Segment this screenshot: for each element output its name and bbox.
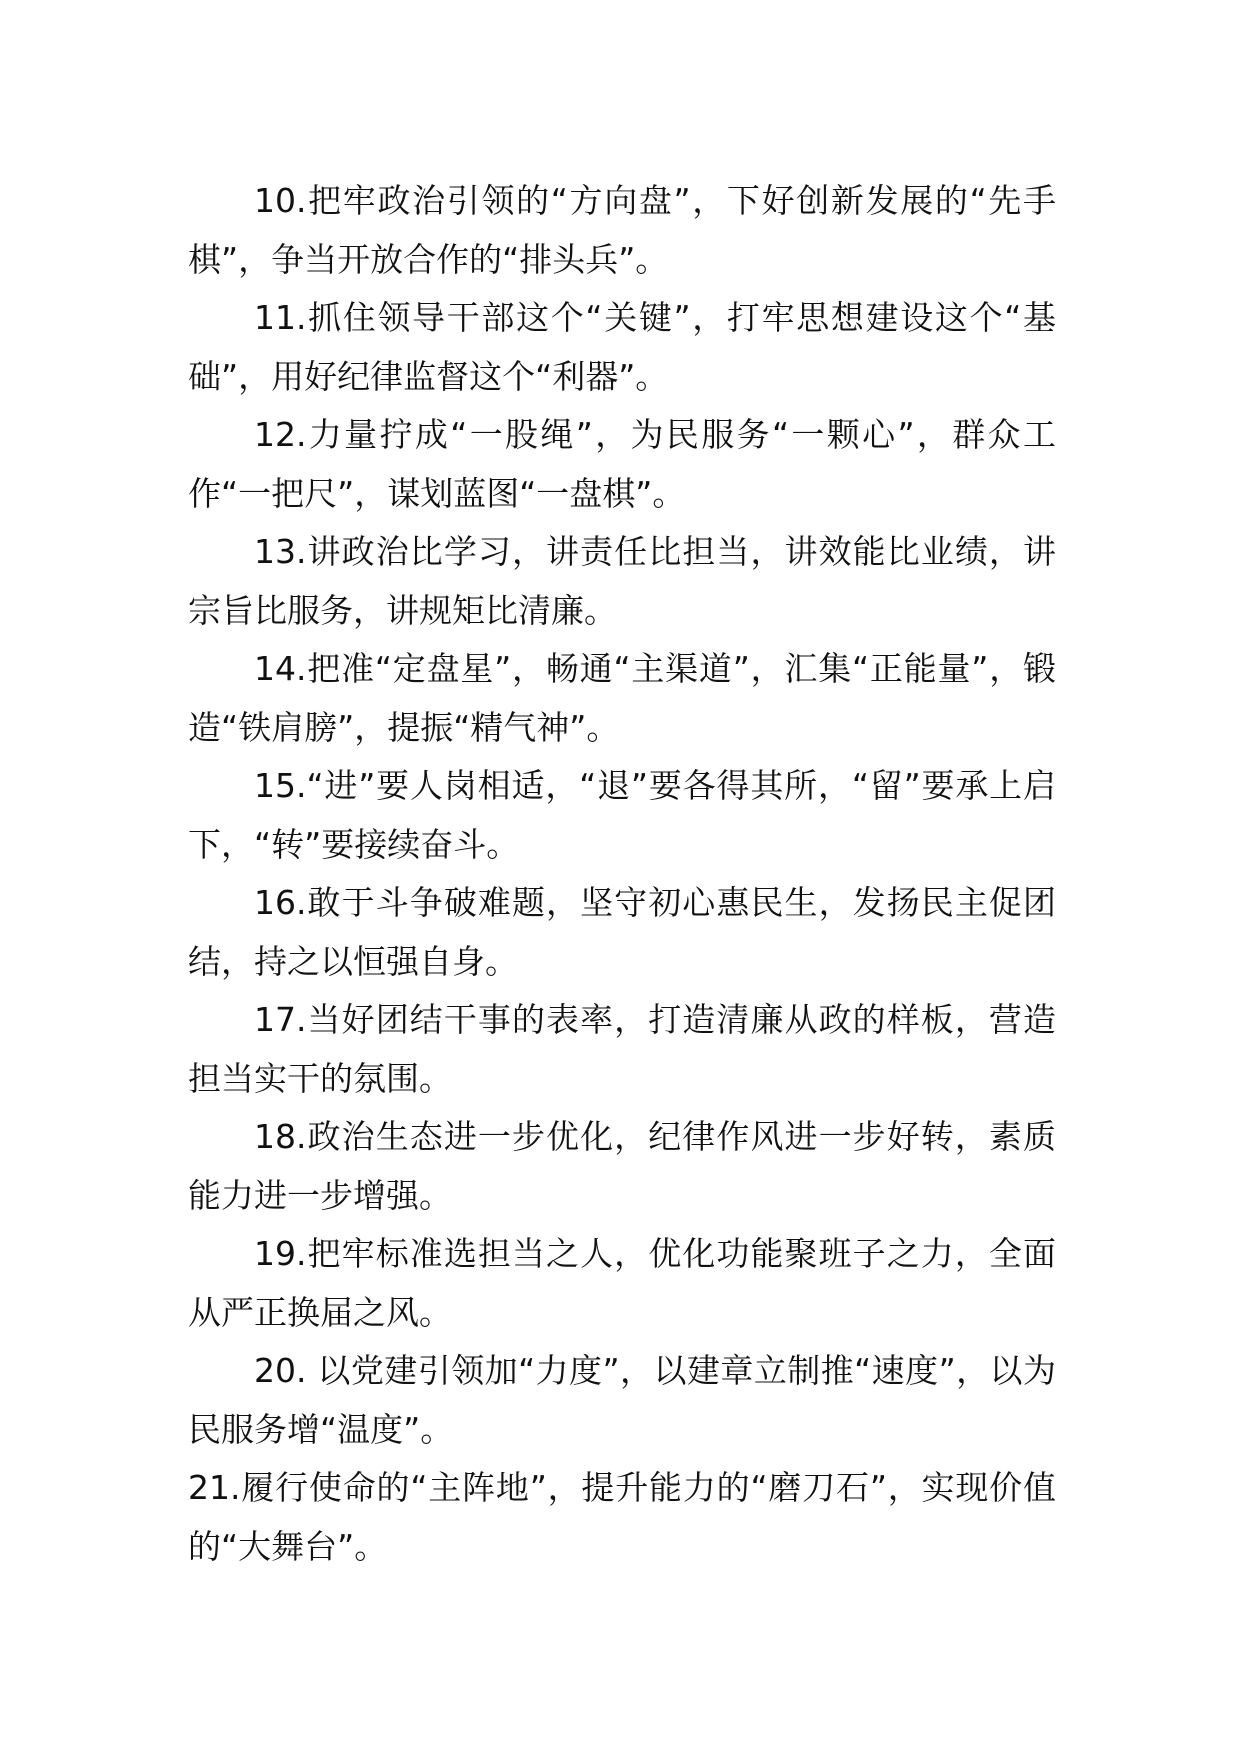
document-body: [188, 172, 1056, 1576]
paragraph-item-16: 16.敢于斗争破难题，坚守初心惠民生，发扬民主促团结，持之以恒强自身。: [188, 883, 1056, 981]
paragraph-item-10: 10.把牢政治引领的“方向盘”，下好创新发展的“先手棋”，争当开放合作的“排头兵”。: [188, 181, 1056, 279]
paragraph-item-12: 12.力量拧成“一股绳”，为民服务“一颗心”，群众工作“一把尺”，谋划蓝图“一盘棋”。: [188, 415, 1056, 513]
paragraph-item-11: 11.抓住领导干部这个“关键”，打牢思想建设这个“基础”，用好纪律监督这个“利器”。: [188, 298, 1056, 396]
paragraph-item-13: 13.讲政治比学习，讲责任比担当，讲效能比业绩，讲宗旨比服务，讲规矩比清廉。: [188, 532, 1056, 630]
paragraph-item-14: 14.把准“定盘星”，畅通“主渠道”，汇集“正能量”，锻造“铁肩膀”，提振“精气神”。: [188, 649, 1056, 747]
paragraph-item-17: 17.当好团结干事的表率，打造清廉从政的样板，营造担当实干的氛围。: [188, 1000, 1056, 1098]
paragraph-item-18: 18.政治生态进一步优化，纪律作风进一步好转，素质能力进一步增强。: [188, 1117, 1056, 1215]
paragraph-item-21: 21.履行使命的“主阵地”，提升能力的“磨刀石”，实现价值的“大舞台”。: [188, 1468, 1056, 1566]
paragraph-item-15: 15.“进”要人岗相适，“退”要各得其所，“留”要承上启下，“转”要接续奋斗。: [188, 766, 1056, 864]
paragraph-item-19: 19.把牢标准选担当之人，优化功能聚班子之力，全面从严正换届之风。: [188, 1234, 1056, 1332]
paragraph-item-20: 20. 以党建引领加“力度”，以建章立制推“速度”，以为民服务增“温度”。: [188, 1351, 1056, 1449]
